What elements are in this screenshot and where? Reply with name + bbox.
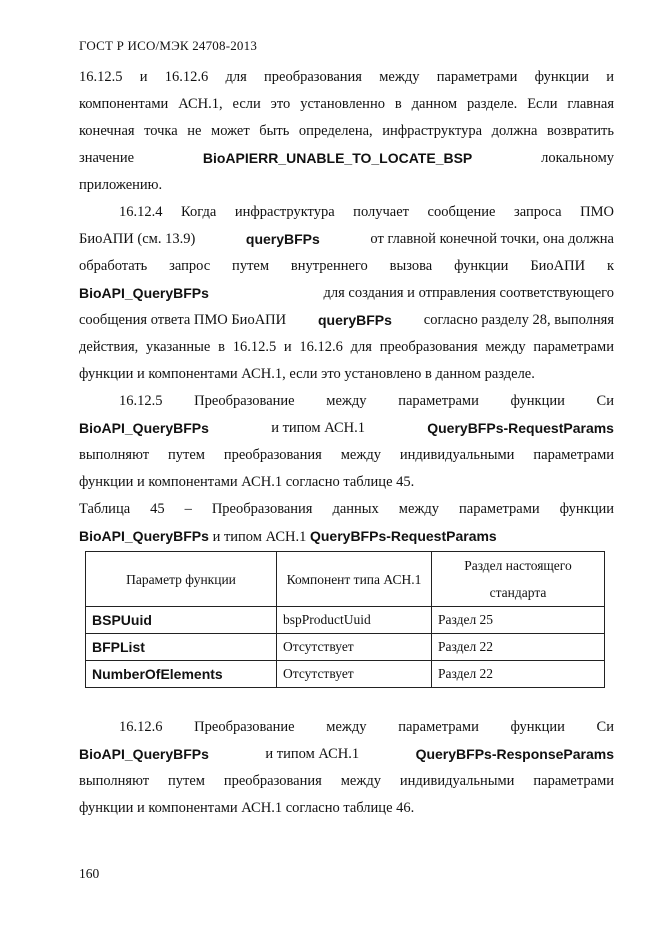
table-row (86, 634, 605, 661)
text-line: функции и компонентами АСН.1 согласно таблице 45. (79, 474, 415, 490)
function-name: BioAPI_QueryBFPs (79, 746, 209, 762)
text-line (79, 415, 614, 442)
paragraph-16-12-5 (79, 388, 614, 496)
error-code: BioAPIERR_UNABLE_TO_LOCATE_BSP (202, 150, 473, 166)
text-line: обработать запрос путем внутреннего вызова функции БиоАПИ к (79, 258, 614, 274)
text-run: сообщения ответа ПМО БиоАПИ (79, 312, 287, 328)
function-name: BioAPI_QueryBFPs (79, 285, 209, 301)
asn-type-name: QueryBFPs-RequestParams (427, 420, 614, 436)
table-cell: Раздел 22 (432, 661, 605, 688)
text-line (79, 280, 614, 307)
text-run: и типом АСН.1 (271, 420, 365, 436)
text-run: согласно разделу 28, выполняя (423, 312, 614, 328)
table-cell: NumberOfElements (86, 661, 277, 688)
text-line: приложению. (79, 177, 163, 193)
text-line: функции и компонентами АСН.1 согласно таблице 46. (79, 800, 415, 816)
text-line: выполняют путем преобразования между индивидуальными параметрами (79, 773, 614, 789)
asn-type-name: QueryBFPs-ResponseParams (415, 746, 614, 762)
mapping-table (85, 551, 605, 688)
table-cell: Раздел 25 (432, 607, 605, 634)
table-cell: Отсутствует (277, 634, 432, 661)
text-line (79, 741, 614, 768)
page-number: 160 (79, 866, 100, 881)
text-line: 16.12.5 и 16.12.6 для преобразования между параметрами функции и (79, 69, 614, 85)
text-run: значение (79, 150, 135, 166)
text-run: и типом АСН.1 (208, 529, 310, 545)
function-name: queryBFPs (317, 312, 392, 328)
table-cell: Отсутствует (277, 661, 432, 688)
text-line (79, 523, 614, 550)
text-line: компонентами АСН.1, если это установленно в данном разделе. Если главная (79, 96, 614, 112)
table-header-cell: Компонент типа АСН.1 (277, 552, 432, 607)
table-cell: BFPList (86, 634, 277, 661)
text-run: локальному (541, 150, 614, 166)
text-line: выполняют путем преобразования между индивидуальными параметрами (79, 447, 614, 463)
text-line: 16.12.6 Преобразование между параметрами функции Си (119, 719, 614, 735)
table-header-cell: Параметр функции (86, 552, 277, 607)
table-cell: BSPUuid (86, 607, 277, 634)
table-row (86, 607, 605, 634)
text-line: Таблица 45 – Преобразования данных между параметрами функции (79, 501, 614, 517)
table-cell: bspProductUuid (277, 607, 432, 634)
table-row (86, 661, 605, 688)
text-line: 16.12.5 Преобразование между параметрами функции Си (119, 393, 614, 409)
text-run: и типом АСН.1 (265, 746, 360, 762)
table-header-row (86, 552, 605, 607)
text-run: от главной конечной точки, она должна (370, 231, 614, 247)
paragraph-16-12-4 (79, 199, 614, 388)
text-line: действия, указанные в 16.12.5 и 16.12.6 для преобразования между параметрами (79, 339, 614, 355)
text-line: функции и компонентами АСН.1, если это установлено в данном разделе. (79, 366, 535, 382)
text-line (79, 307, 614, 334)
function-name: queryBFPs (245, 231, 320, 247)
paragraph-continuation (79, 64, 614, 199)
text-line (79, 226, 614, 253)
table-cell: Раздел 22 (432, 634, 605, 661)
document-header: ГОСТ Р ИСО/МЭК 24708-2013 (79, 38, 258, 53)
paragraph-16-12-6 (79, 714, 614, 822)
text-line: 16.12.4 Когда инфраструктура получает сообщение запроса ПМО (119, 204, 614, 220)
text-line: конечная точка не может быть определена, инфраструктура должна возвратить (79, 123, 614, 139)
table-header-cell: Раздел настоящего стандарта (432, 552, 605, 607)
text-run: для создания и отправления соответствующего (323, 285, 614, 301)
table-caption (79, 496, 614, 550)
function-name: BioAPI_QueryBFPs (79, 528, 209, 544)
text-line (79, 145, 614, 172)
function-name: BioAPI_QueryBFPs (79, 420, 209, 436)
asn-type-name: QueryBFPs-RequestParams (309, 528, 497, 544)
text-run: БиоАПИ (см. 13.9) (79, 231, 196, 247)
